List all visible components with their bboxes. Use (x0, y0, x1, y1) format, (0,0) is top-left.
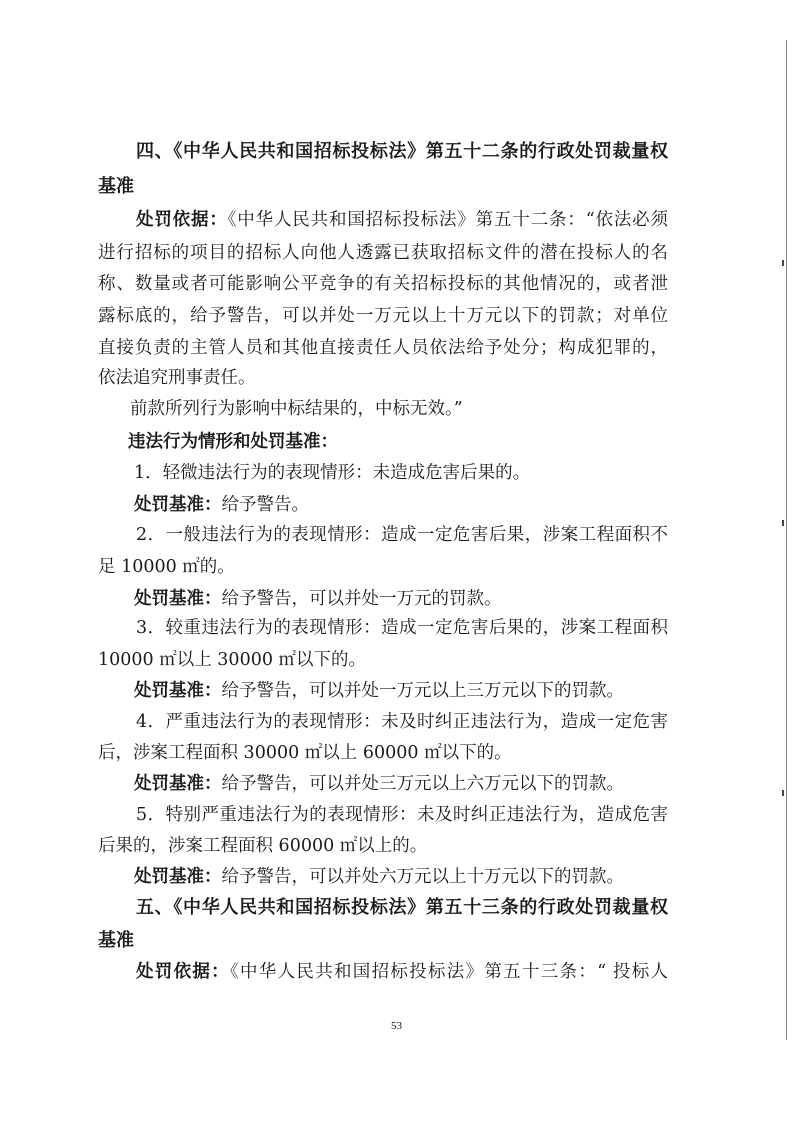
scan-edge-mark (782, 790, 784, 796)
basis-text: 《中华人民共和国招标投标法》第五十三条：“ 投标人 (229, 962, 669, 982)
penalty-1 (134, 494, 704, 516)
page-number: 53 (391, 1020, 402, 1032)
section5-title-line2: 基准 (98, 930, 134, 951)
penalty-4 (134, 773, 704, 795)
violation-item-4-line2: 后，涉案工程面积 30000 ㎡以上 60000 ㎡以下的。 (98, 743, 512, 763)
violation-item-2-line1: 2．一般违法行为的表现情形：造成一定危害后果，涉案工程面积不 (136, 525, 668, 545)
section4-basis-line5: 直接负责的主管人员和其他直接责任人员依法给予处分；构成犯罪的， (98, 338, 668, 358)
violation-item-5-line1: 5．特别严重违法行为的表现情形：未及时纠正违法行为，造成危害 (136, 805, 668, 825)
penalty-3 (134, 680, 704, 702)
penalty-label: 处罚基准： (134, 495, 222, 515)
violation-item-3-line1: 3．较重违法行为的表现情形：造成一定危害后果的，涉案工程面积 (136, 618, 668, 638)
scan-edge-mark (782, 520, 784, 526)
penalty-text: 给予警告。 (221, 495, 309, 515)
basis-text: 《中华人民共和国招标投标法》第五十二条：“依法必须 (227, 210, 669, 230)
penalty-label: 处罚基准： (134, 589, 222, 609)
basis-label: 处罚依据： (136, 962, 230, 982)
section4-basis-line4: 露标底的，给予警告，可以并处一万元以上十万元以下的罚款；对单位 (98, 306, 668, 326)
violations-heading: 违法行为情形和处罚基准： (128, 432, 338, 452)
scan-edge-line (786, 40, 787, 1040)
penalty-label: 处罚基准： (134, 867, 222, 887)
section4-basis-line6: 依法追究刑事责任。 (98, 368, 256, 388)
penalty-5 (134, 866, 704, 888)
section4-basis-line1 (136, 209, 668, 231)
penalty-label: 处罚基准： (134, 774, 222, 794)
violation-item-3-line2: 10000 ㎡以上 30000 ㎡以下的。 (98, 650, 367, 670)
violation-item-4-line1: 4．严重违法行为的表现情形：未及时纠正违法行为，造成一定危害 (136, 712, 668, 732)
basis-label: 处罚依据： (136, 210, 228, 230)
section4-title-line1: 四、《中华人民共和国招标投标法》第五十二条的行政处罚裁量权 (136, 141, 668, 162)
violation-item-2-line2: 足 10000 ㎡的。 (98, 557, 235, 577)
violation-item-1: 1．轻微违法行为的表现情形：未造成危害后果的。 (134, 463, 531, 483)
section5-basis-line1 (136, 961, 668, 983)
violation-item-5-line2: 后果的，涉案工程面积 60000 ㎡以上的。 (98, 836, 428, 856)
penalty-2 (134, 588, 704, 610)
scan-edge-mark (782, 260, 784, 266)
section5-title-line1: 五、《中华人民共和国招标投标法》第五十三条的行政处罚裁量权 (136, 897, 668, 918)
section4-basis-para2: 前款所列行为影响中标结果的，中标无效。” (130, 399, 463, 419)
penalty-text: 给予警告，可以并处六万元以上十万元以下的罚款。 (221, 867, 624, 887)
section4-basis-line3: 称、数量或者可能影响公平竞争的有关招标投标的其他情况的，或者泄 (98, 274, 668, 294)
section4-title-line2: 基准 (98, 176, 134, 197)
penalty-text: 给予警告，可以并处三万元以上六万元以下的罚款。 (221, 774, 624, 794)
penalty-text: 给予警告，可以并处一万元以上三万元以下的罚款。 (221, 681, 624, 701)
penalty-text: 给予警告，可以并处一万元的罚款。 (221, 589, 502, 609)
penalty-label: 处罚基准： (134, 681, 222, 701)
section4-basis-line2: 进行招标的项目的招标人向他人透露已获取招标文件的潜在投标人的名 (98, 243, 668, 263)
